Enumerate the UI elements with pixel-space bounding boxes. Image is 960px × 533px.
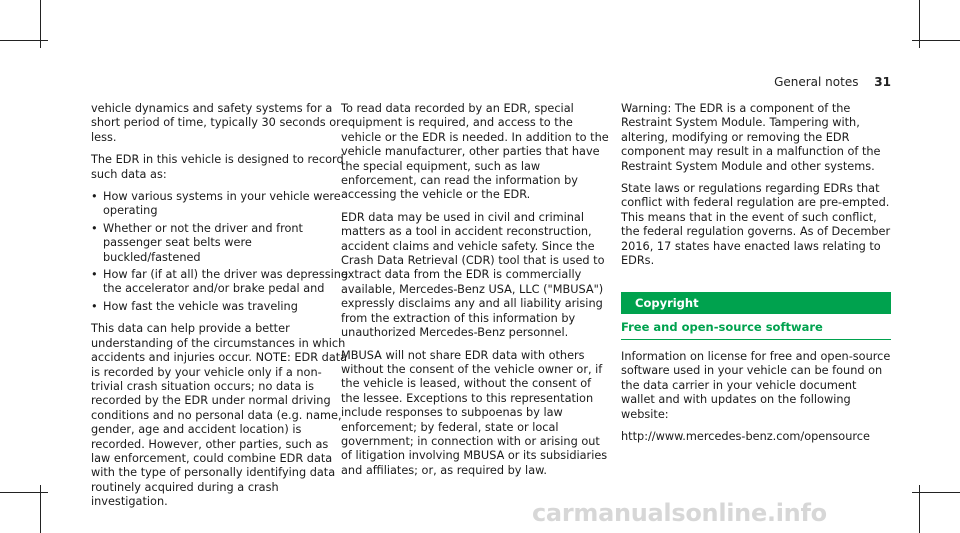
section-name: General notes [774, 75, 859, 89]
crop-mark [0, 492, 48, 493]
column-1 [91, 102, 351, 518]
crop-mark [912, 492, 960, 493]
paragraph: MBUSA will not share EDR data with others without the consent of the vehicle owner or, if the vehicle is leased, without the consent of the lessee. Exceptions to this representation include responses to subpoenas by law enforcement; by federal, state or local government; in connection with or arising out of litigation involving MBUSA or its subsidiaries and affiliates; or, as required by law. [341, 348, 608, 477]
list-item: • How far (if at all) the driver was depressing the accelerator and/or brake pedal and [91, 268, 351, 297]
watermark: carmanualsonline.info [532, 499, 827, 527]
list-item: • How fast the vehicle was traveling [91, 300, 351, 314]
page-header [774, 75, 891, 89]
paragraph: EDR data may be used in civil and criminal matters as a tool in accident reconstruction, accident claims and vehicle safety. Since the Crash Data Retrieval (CDR) tool that is used to extract data from the EDR is commercially available, Mercedes-Benz USA, LLC ("MBUSA") expressly disclaims any and all liability arising from the extraction of this information by unauthorized Mercedes-Benz personnel. [341, 210, 605, 340]
column-2 [341, 102, 611, 486]
column-3 [621, 102, 891, 452]
crop-mark [912, 40, 960, 41]
subheading: Free and open-source software [621, 320, 891, 339]
page-number: 31 [874, 75, 891, 89]
paragraph: This data can help provide a better understanding of the circumstances in which accidents and injuries occur. NOTE: EDR data is recorded by your vehicle only if a non-trivial crash situation occurs; no data is recorded by the EDR under normal driving conditions and no personal data (e.g. name, gender, age and accident location) is recorded. However, other parties, such as law enforcement, could combine EDR data with the type of personally identifying data routinely acquired during a crash investigation. [91, 322, 348, 509]
paragraph: vehicle dynamics and safety systems for a short period of time, typically 30 seconds or less. [91, 102, 341, 144]
list-item: • Whether or not the driver and front passenger seat belts were buckled/fastened [91, 222, 351, 265]
paragraph: To read data recorded by an EDR, special equipment is required, and access to the vehicle or the EDR is needed. In addition to the vehicle manufacturer, other parties that have the special equipment, such as law enforcement, can read the information by accessing the vehicle or the EDR. [341, 102, 609, 202]
website-url: http://www.mercedes-benz.com/opensource [621, 429, 870, 443]
crop-mark [0, 40, 48, 41]
list-item: • How various systems in your vehicle were operating [91, 190, 351, 219]
paragraph: Information on license for free and open-source software used in your vehicle can be found on the data carrier in your vehicle document wallet and with updates on the following website: [621, 349, 891, 421]
paragraph: State laws or regulations regarding EDRs that conflict with federal regulation are pre-empted. This means that in the event of such conflict, the federal regulation governs. As of December 2016, 17 states have enacted laws relating to EDRs. [621, 182, 891, 268]
section-title-bar: Copyright [621, 292, 891, 314]
paragraph: Warning: The EDR is a component of the Restraint System Module. Tampering with, altering, modifying or removing the EDR component may result in a malfunction of the Restraint System Module and other systems. [621, 102, 881, 173]
bullet-list [91, 190, 351, 314]
paragraph: The EDR in this vehicle is designed to record such data as: [91, 153, 344, 181]
